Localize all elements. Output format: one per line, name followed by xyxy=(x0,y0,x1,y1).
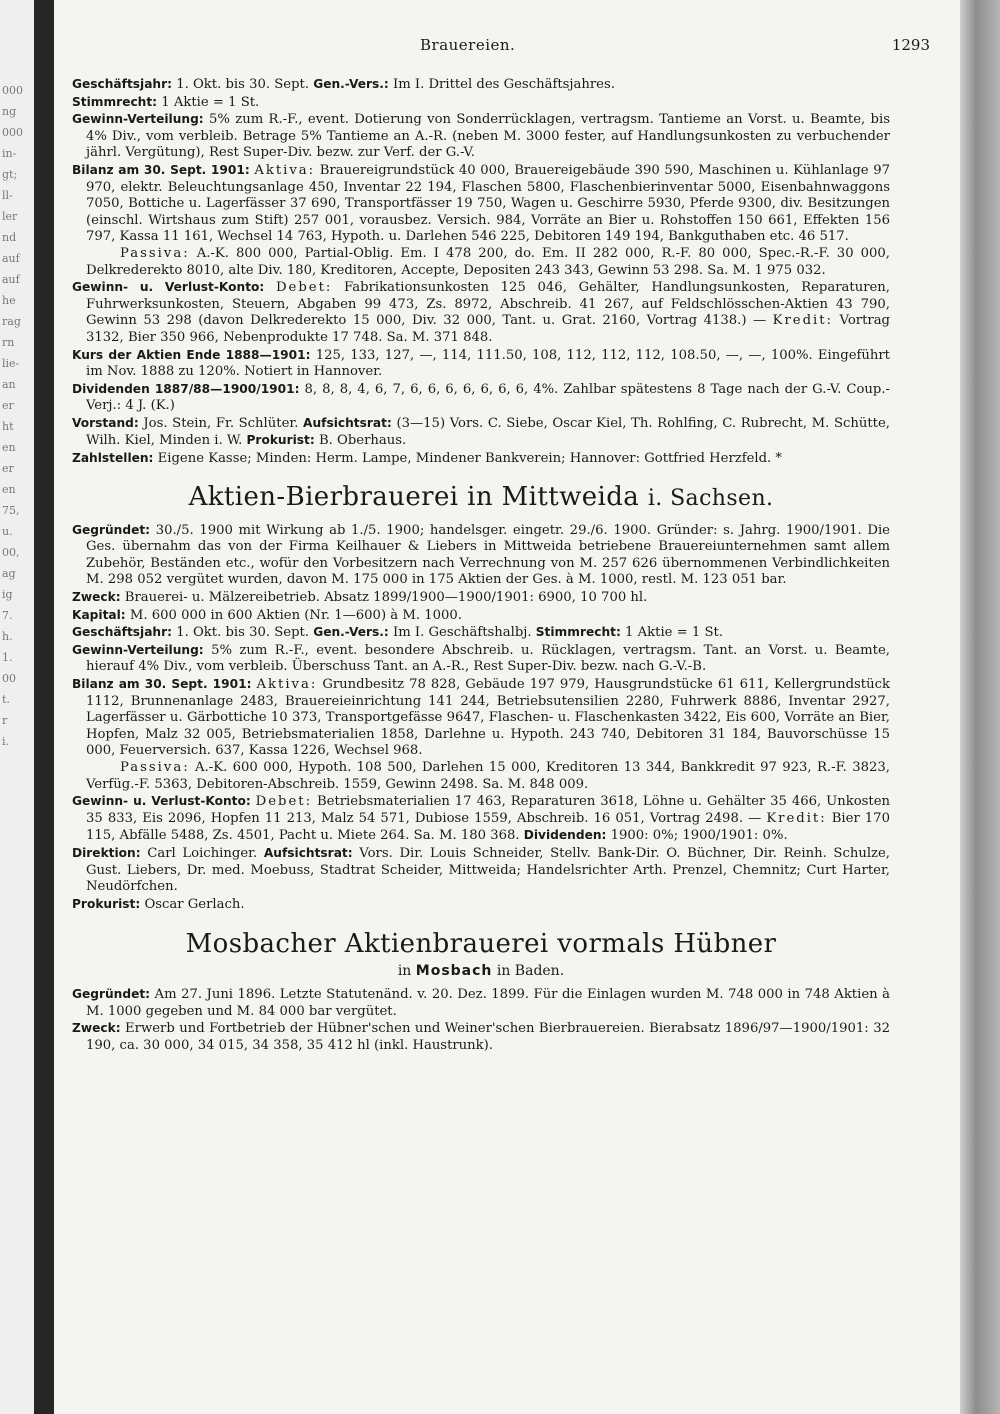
company-entry-continued xyxy=(72,76,890,468)
margin-fragment: ig xyxy=(2,588,13,601)
field-sublabel: Aktiva: xyxy=(254,162,316,178)
field-text: 1. Okt. bis 30. Sept. xyxy=(176,77,310,92)
field-text: M. 600 000 in 600 Aktien (Nr. 1—600) à M. 1000. xyxy=(129,607,462,623)
field-text: Grundbesitz 78 828, Gebäude 197 979, Hausgrundstücke 61 611, Kellergrundstück 1112, Brunnenanlage 2483, Brauereieinrichtung 141 244, Betriebsutensilien 2280, Fuhrwerk 8886, Inventar 2927, Lagerfässer u. Gärbottiche 10 373, Transportgefässe 9647, Flaschen- u. Flaschenkasten 3422, Eis 600, Vorräte an Bier, Hopfen, Malz 32 005, Betriebsmaterialien 1858, Darlehne u. Hypoth. 243 740, Debitoren 31 184, Bauvorschüsse 15 000, Feuerversich. 637, Kassa 1226, Wechsel 968. xyxy=(86,677,890,759)
field-text: 1900: 0%; 1900/1901: 0%. xyxy=(610,828,788,844)
entry-paragraph xyxy=(72,111,890,162)
field-text: 125, 133, 127, —, 114, 111.50, 108, 112, 112, 112, 108.50, —, —, 100%. Eingeführt im Nov. 1888 zu 120%. Notiert in Hannover. xyxy=(86,347,890,380)
entry-paragraph xyxy=(72,381,890,415)
entry-paragraph xyxy=(72,522,890,589)
entry-paragraph xyxy=(72,347,890,381)
field-text: 1. Okt. bis 30. Sept. xyxy=(176,625,310,641)
field-text: Vors. Dir. Louis Schneider, Stellv. Bank-Dir. O. Büchner, Dir. Reinh. Schulze, Gust. Liebers, Dr. med. Moebuss, Stadtrat Scheider, Mittweida; Handelsrichter Arth. Prenzel, Chemnitz; Curt Harter, Neudörfchen. xyxy=(86,845,890,895)
entry-paragraph xyxy=(72,246,890,279)
company-title xyxy=(72,482,890,514)
margin-fragment: ng xyxy=(2,105,17,118)
subtitle-region: in Baden. xyxy=(496,963,565,980)
field-text: Am 27. Juni 1896. Letzte Statutenänd. v. 20. Dez. 1899. Für die Einlagen wurden M. 748 000 in 748 Aktien à M. 1000 gegeben und M. 84 000 bar vergütet. xyxy=(86,986,890,1019)
margin-fragment: 00 xyxy=(2,672,16,685)
margin-fragment: auf xyxy=(2,252,20,265)
margin-fragment: 00, xyxy=(2,546,20,559)
margin-fragment: 000 xyxy=(2,126,23,139)
field-text: 1 Aktie = 1 St. xyxy=(161,94,260,110)
field-label: Dividenden 1887/88—1900/1901: xyxy=(72,381,300,396)
page-content xyxy=(72,76,890,1054)
field-label: Geschäftsjahr: xyxy=(72,77,172,91)
field-label: Dividenden: xyxy=(523,828,607,843)
field-label: Stimmrecht: xyxy=(72,94,158,109)
entry-paragraph xyxy=(72,607,890,625)
entry-paragraph xyxy=(72,624,890,642)
field-label: Gewinn-Verteilung: xyxy=(72,642,204,657)
margin-fragment: nd xyxy=(2,231,17,244)
field-text: Brauerei- u. Mälzereibetrieb. Absatz 1899/1900—1900/1901: 6900, 10 700 hl. xyxy=(124,590,648,606)
field-label: Vorstand: xyxy=(72,415,139,430)
book-binding-gutter xyxy=(34,0,54,1414)
field-text: Brauereigrundstück 40 000, Brauereigebäude 390 590, Maschinen u. Kühlanlage 97 970, elektr. Beleuchtungsanlage 450, Inventar 22 194, Flaschen 5800, Flaschenbierinventar 5000, Eisenbahnwaggons 7050, Bottiche u. Lagerfässer 37 690, Transportfässer 19 750, Wagen u. Geschirre 5930, Pferde 9300, div. Besitzungen (einschl. Wirtshaus zum Stift) 257 001, vorausbez. Versich. 984, Vorräte an Bier u. Rohstoffen 150 661, Effekten 156 797, Kassa 11 161, Wechsel 14 763, Hypoth. u. Darlehen 546 225, Debitoren 149 194, Bankguthaben etc. 46 517. xyxy=(86,162,890,245)
field-label: Zweck: xyxy=(72,1021,121,1036)
margin-fragment: 000 xyxy=(2,84,23,97)
field-text: Jos. Stein, Fr. Schlüter. xyxy=(143,415,299,431)
entry-paragraph xyxy=(72,162,890,246)
field-label: Gegründet: xyxy=(72,986,151,1001)
field-label: Aufsichtsrat: xyxy=(303,415,392,430)
company-title xyxy=(72,929,890,959)
field-label: Aufsichtsrat: xyxy=(263,845,353,860)
margin-fragment: er xyxy=(2,462,14,475)
field-text: Vortrag 3132, Bier 350 966, Nebenprodukte 17 748. Sa. M. 371 848. xyxy=(86,313,890,345)
margin-fragment: u. xyxy=(2,525,13,538)
company-name: Aktien-Bierbrauerei in Mittweida xyxy=(188,481,640,512)
margin-fragment: he xyxy=(2,294,16,307)
field-text: (3—15) Vors. C. Siebe, Oscar Kiel, Th. Rohlfing, C. Rubrecht, M. Schütte, Wilh. Kiel, Minden i. W. xyxy=(86,415,890,449)
bleed-through-column xyxy=(2,80,23,752)
field-sublabel: Kredit: xyxy=(772,313,834,329)
entry-paragraph xyxy=(72,676,890,760)
entry-paragraph xyxy=(72,94,890,112)
document-page xyxy=(54,0,960,1414)
margin-fragment: t. xyxy=(2,693,10,706)
scan-right-edge xyxy=(960,0,1000,1414)
field-label: Geschäftsjahr: xyxy=(72,625,172,640)
field-text: Carl Loichinger. xyxy=(147,845,258,861)
field-text: Eigene Kasse; Minden: Herm. Lampe, Mindener Bankverein; Hannover: Gottfried Herzfeld. * xyxy=(157,451,783,467)
field-sublabel: Debet: xyxy=(255,794,313,810)
entry-paragraph xyxy=(72,415,890,450)
field-sublabel: Kredit: xyxy=(766,810,827,826)
page-number: 1293 xyxy=(891,36,930,54)
margin-fragment: lie- xyxy=(2,357,20,370)
field-text: 8, 8, 8, 4, 6, 7, 6, 6, 6, 6, 6, 6, 6, 4%. Zahlbar spätestens 8 Tage nach der G.-V. Coup.-Verj.: 4 J. (K.) xyxy=(86,381,890,414)
page-header xyxy=(54,36,960,58)
field-label: Zahlstellen: xyxy=(72,451,154,466)
margin-fragment: en xyxy=(2,441,16,454)
field-label: Prokurist: xyxy=(72,896,141,911)
company-subtitle xyxy=(72,963,890,980)
field-label: Kapital: xyxy=(72,607,126,622)
entry-paragraph xyxy=(72,760,890,793)
margin-fragment: ht xyxy=(2,420,14,433)
entry-paragraph xyxy=(72,279,890,346)
field-text: 5% zum R.-F., event. Dotierung von Sonderrücklagen, vertragsm. Tantieme an Vorst. u. Beamte, bis 4% Div., vom verbleib. Betrage 5% Tantieme an A.-R. (neben M. 3000 fester, auf Handlungsunkosten zu verbuchender jährl. Vergütung), Rest Super-Div. bezw. zur Verf. der G.-V. xyxy=(86,112,890,161)
margin-fragment: en xyxy=(2,483,16,496)
margin-fragment: an xyxy=(2,378,16,391)
entry-paragraph xyxy=(72,76,890,94)
field-label: Stimmrecht: xyxy=(535,625,621,640)
margin-fragment: 75, xyxy=(2,504,20,517)
margin-fragment: rn xyxy=(2,336,15,349)
margin-fragment: rag xyxy=(2,315,21,328)
field-sublabel: Passiva: xyxy=(120,759,190,775)
entry-paragraph xyxy=(72,793,890,845)
company-name: Mosbacher Aktienbrauerei vormals Hübner xyxy=(185,929,777,960)
margin-fragment: auf xyxy=(2,273,20,286)
margin-fragment: 1. xyxy=(2,651,13,664)
margin-fragment: ll- xyxy=(2,189,13,202)
field-sublabel: Passiva: xyxy=(120,245,190,261)
field-label: Gen.-Vers.: xyxy=(313,77,389,91)
field-text: Fabrikationsunkosten 125 046, Gehälter, Handlungsunkosten, Reparaturen, Fuhrwerksunkosten, Steuern, Abgaben 99 473, Zs. 8972, Abschreib. 41 267, auf Feldschlösschen-Aktien 43 790, Gewinn 53 298 (davon Delkrederekto 15 000, Div. 32 000, Tant. u. Grat. 2160, Vortrag 4138.) — xyxy=(86,280,890,329)
field-sublabel: Debet: xyxy=(275,280,333,296)
company-location: i. Sachsen. xyxy=(647,485,774,511)
field-text: B. Oberhaus. xyxy=(318,433,407,449)
margin-fragment: 7. xyxy=(2,609,13,622)
field-label: Zweck: xyxy=(72,590,121,605)
field-text: A.-K. 600 000, Hypoth. 108 500, Darlehen 15 000, Kreditoren 13 344, Bankkredit 97 923, R.-F. 3823, Verfüg.-F. 5363, Debitoren-Abschreib. 1559, Gewinn 2498. Sa. M. 848 009. xyxy=(86,759,890,792)
entry-paragraph xyxy=(72,896,890,914)
running-title: Brauereien. xyxy=(420,36,516,54)
field-label: Prokurist: xyxy=(246,433,315,448)
entry-paragraph xyxy=(72,845,890,896)
margin-fragment: in- xyxy=(2,147,17,160)
field-sublabel: Aktiva: xyxy=(256,677,318,692)
field-label: Direktion: xyxy=(72,845,141,860)
field-label: Gewinn- u. Verlust-Konto: xyxy=(72,794,251,809)
field-text: Bier 170 115, Abfälle 5488, Zs. 4501, Pacht u. Miete 264. Sa. M. 180 368. xyxy=(86,810,890,844)
field-text: A.-K. 800 000, Partial-Oblig. Em. I 478 200, do. Em. II 282 000, R.-F. 80 000, Spec.-R.-F. 30 000, Delkrederekto 8010, alte Div. 180, Kreditoren, Accepte, Depositen 243 343, Gewinn 53 298. Sa. M. 1 975 032. xyxy=(86,245,890,278)
entry-paragraph xyxy=(72,642,890,676)
company-entry xyxy=(72,522,890,914)
margin-fragment: r xyxy=(2,714,8,727)
field-label: Bilanz am 30. Sept. 1901: xyxy=(72,162,250,177)
field-label: Kurs der Aktien Ende 1888—1901: xyxy=(72,347,311,362)
field-label: Bilanz am 30. Sept. 1901: xyxy=(72,677,252,691)
margin-fragment: gt; xyxy=(2,168,18,181)
field-label: Gen.-Vers.: xyxy=(313,625,389,640)
field-text: 30./5. 1900 mit Wirkung ab 1./5. 1900; handelsger. eingetr. 29./6. 1900. Gründer: s. Jahrg. 1900/1901. Die Ges. übernahm das von der Firma Keilhauer & Liebers in Mittweida betriebene Brauereiunternehmen samt allem Zubehör, Beständen etc., wofür den Vorbesitzern nach Verrechnung von M. 257 626 übernommenen Verbindlichkeiten M. 298 052 vergütet wurden, davon M. 175 000 in 175 Aktien der Ges. à M. 1000, restl. M. 123 051 bar. xyxy=(86,522,890,588)
margin-fragment: i. xyxy=(2,735,10,748)
field-label: Gewinn-Verteilung: xyxy=(72,112,204,127)
field-text: 1 Aktie = 1 St. xyxy=(625,625,724,641)
field-text: Erwerb und Fortbetrieb der Hübner'schen und Weiner'schen Bierbrauereien. Bierabsatz 1896/97—1900/1901: 32 190, ca. 30 000, 34 015, 34 358, 35 412 hl (inkl. Haustrunk). xyxy=(86,1021,890,1053)
margin-fragment: h. xyxy=(2,630,13,643)
field-label: Gegründet: xyxy=(72,522,151,537)
subtitle-in: in xyxy=(397,963,412,980)
field-text: Oscar Gerlach. xyxy=(144,896,245,912)
entry-paragraph xyxy=(72,1020,890,1054)
field-text: 5% zum R.-F., event. besondere Abschreib. u. Rücklagen, vertragsm. Tant. an Vorst. u. Beamte, hierauf 4% Div., vom verbleib. Überschuss Tant. an A.-R., Rest Super-Div. bezw. nach G.-V.-B. xyxy=(86,642,890,675)
entry-paragraph xyxy=(72,589,890,607)
entry-paragraph xyxy=(72,986,890,1020)
field-text: Im I. Drittel des Geschäftsjahres. xyxy=(392,77,615,92)
margin-fragment: ag xyxy=(2,567,16,580)
company-entry xyxy=(72,986,890,1054)
margin-fragment: ler xyxy=(2,210,18,223)
field-text: Im I. Geschäftshalbj. xyxy=(392,625,532,641)
scan-left-margin xyxy=(0,0,34,1414)
entry-paragraph xyxy=(72,450,890,468)
field-text: Betriebsmaterialien 17 463, Reparaturen 3618, Löhne u. Gehälter 35 466, Unkosten 35 833, Eis 2096, Hopfen 11 213, Malz 54 571, Dubiose 1559, Abschreib. 16 051, Vortrag 2498. — xyxy=(86,794,891,826)
company-place: Mosbach xyxy=(415,963,493,980)
field-label: Gewinn- u. Verlust-Konto: xyxy=(72,280,265,295)
margin-fragment: er xyxy=(2,399,14,412)
